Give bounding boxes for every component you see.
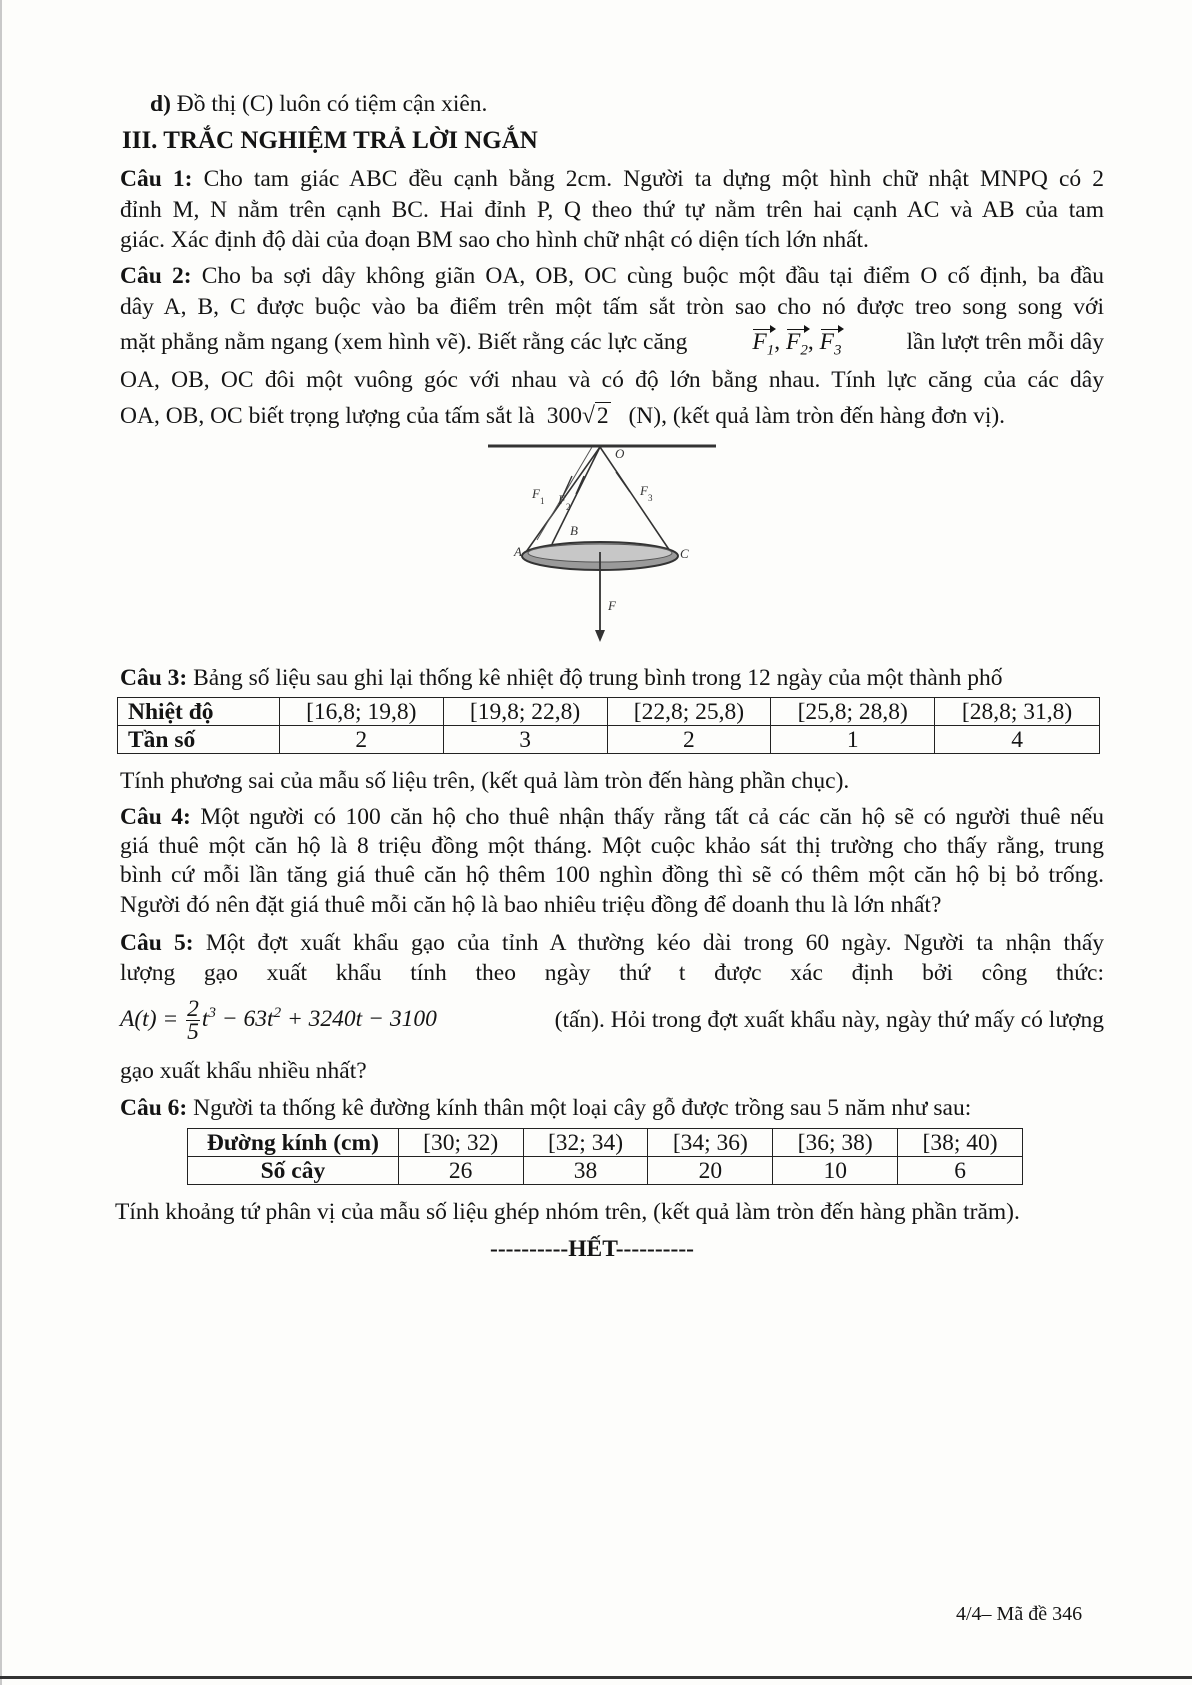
table-cell: 2 (607, 726, 771, 754)
label-f3-sub: 3 (648, 493, 653, 503)
q4-label: Câu 4: (120, 804, 191, 830)
table-cell: [28,8; 31,8) (935, 698, 1100, 726)
section-title: III. TRẮC NGHIỆM TRẢ LỜI NGẮN (122, 127, 538, 154)
table-cell: 2 (279, 726, 443, 754)
label-b: B (570, 523, 578, 538)
table-cell: 26 (398, 1157, 523, 1185)
temperature-header: Nhiệt độ (118, 698, 280, 726)
q6-text: Câu 6: Người ta thống kê đường kính thân một loại cây gỗ được trồng sau 5 năm như sau: (120, 1095, 972, 1121)
table-cell: 6 (898, 1157, 1023, 1185)
table-cell: 38 (523, 1157, 648, 1185)
force-vectors: $F_1$, $F_2$, $F_3$ (752, 328, 841, 365)
q1-line-2: đỉnh M, N nằm trên cạnh BC. Hai đỉnh P, Q theo thứ tự nằm trên hai cạnh AC và AB của tam (120, 197, 1104, 223)
q2-line-5: OA, OB, OC biết trọng lượng của tấm sắt là 300√2 (N), (kết quả làm tròn đến hàng đơn vị). (120, 403, 1006, 429)
table-cell: 1 (771, 726, 935, 754)
export-formula: A(t) = $\frac{2}{5}$ $t^3 - 63t^2 + 3240t - 3100$ (120, 995, 437, 1045)
q2-label: Câu 2: (120, 263, 192, 289)
q1-line-1: Câu 1: Cho tam giác ABC đều cạnh bằng 2cm. Người ta dựng một hình chữ nhật MNPQ có 2 (120, 166, 1105, 192)
table-cell: [36; 38) (773, 1129, 898, 1157)
tree-count-header: Số cây (188, 1157, 399, 1185)
label-o: O (615, 446, 625, 461)
table-cell: [38; 40) (898, 1129, 1023, 1157)
table-cell: [22,8; 25,8) (607, 698, 771, 726)
label-c: C (680, 546, 689, 561)
q6-label: Câu 6: (120, 1095, 188, 1121)
q5-line-2: lượng gạo xuất khẩu tính theo ngày thứ t được xác định bởi công thức: (120, 960, 1104, 986)
hanging-disc-figure (480, 440, 720, 650)
table-cell: 20 (648, 1157, 773, 1185)
table-row (118, 698, 1100, 726)
frequency-header: Tần số (118, 726, 280, 754)
table-cell: [34; 36) (648, 1129, 773, 1157)
q4-line-4: Người đó nên đặt giá thuê mỗi căn hộ là bao nhiêu triệu đồng để doanh thu là lớn nhất? (120, 892, 942, 918)
weight-value: 300√2 (546, 403, 609, 429)
q3-label: Câu 3: (120, 665, 188, 691)
table-cell: [16,8; 19,8) (279, 698, 443, 726)
q2-line-3: mặt phẳng nằm ngang (xem hình vẽ). Biết rằng các lực căng $F_1$, $F_2$, $F_3$ lần lượt trên mỗi dây (120, 328, 1104, 365)
temperature-table (117, 697, 1100, 754)
table-cell: [25,8; 28,8) (771, 698, 935, 726)
page-footer: 4/4– Mã đề 346 (956, 1603, 1083, 1625)
q4-line-3: bình cứ mỗi lần tăng giá thuê căn hộ thêm 100 nghìn đồng thì sẽ có thêm một căn hộ bị bỏ trống. (120, 862, 1104, 888)
label-a: A (514, 544, 522, 559)
q3-after: Tính phương sai của mẫu số liệu trên, (kết quả làm tròn đến hàng phần chục). (120, 768, 850, 794)
q1-label: Câu 1: (120, 166, 193, 192)
scan-edge (0, 0, 2, 1685)
rope-oc (600, 447, 672, 554)
label-f2: F (558, 492, 566, 507)
q2-line-2: dây A, B, C được buộc vào ba điểm trên một tấm sắt tròn sao cho nó được treo song song với (120, 294, 1104, 320)
q4-line-2: giá thuê một căn hộ là 8 triệu đồng một tháng. Một cuộc khảo sát thị trường cho thấy rằng, trung (120, 833, 1104, 859)
table-row (188, 1157, 1023, 1185)
arrow-f3 (616, 472, 630, 492)
q3-text: Câu 3: Bảng số liệu sau ghi lại thống kê nhiệt độ trung bình trong 12 ngày của một thành phố (120, 665, 1003, 691)
option-d: d) Đồ thị (C) luôn có tiệm cận xiên. (150, 91, 488, 117)
q5-label: Câu 5: (120, 930, 194, 956)
label-f2-sub: 2 (566, 502, 571, 512)
end-mark: ----------HẾT---------- (490, 1236, 694, 1262)
table-cell: [19,8; 22,8) (443, 698, 607, 726)
table-cell: [32; 34) (523, 1129, 648, 1157)
label-f: F (608, 598, 616, 613)
q5-line-4: gạo xuất khẩu nhiều nhất? (120, 1058, 367, 1084)
q6-after: Tính khoảng tứ phân vị của mẫu số liệu ghép nhóm trên, (kết quả làm tròn đến hàng phần trăm). (115, 1199, 1020, 1225)
diameter-table (187, 1128, 1023, 1185)
q2-line-4: OA, OB, OC đôi một vuông góc với nhau và có độ lớn bằng nhau. Tính lực căng của các dây (120, 367, 1104, 393)
q2-line-1: Câu 2: Cho ba sợi dây không giãn OA, OB, OC cùng buộc một đầu tại điểm O cố định, ba đầu (120, 263, 1105, 289)
table-row (118, 726, 1100, 754)
table-cell: 10 (773, 1157, 898, 1185)
q1-line-3: giác. Xác định độ dài của đoạn BM sao cho hình chữ nhật có diện tích lớn nhất. (120, 227, 869, 253)
label-f1: F (532, 486, 540, 501)
table-row (188, 1129, 1023, 1157)
bottom-rule (0, 1676, 1192, 1679)
label-f1-sub: 1 (540, 496, 545, 506)
q5-line-3: A(t) = $\frac{2}{5}$ $t^3 - 63t^2 + 3240t - 3100$ (tấn). Hỏi trong đợt xuất khẩu này, ngày thứ mấy có lượng (120, 995, 1104, 1045)
q4-line-1: Câu 4: Một người có 100 căn hộ cho thuê nhận thấy rằng tất cả các căn hộ sẽ có người thuê nếu (120, 804, 1104, 830)
diameter-header: Đường kính (cm) (188, 1129, 399, 1157)
q5-line-1: Câu 5: Một đợt xuất khẩu gạo của tỉnh A thường kéo dài trong 60 ngày. Người ta nhận thấy (120, 930, 1104, 956)
weight-arrowhead (595, 630, 605, 642)
label-f3: F (640, 483, 648, 498)
table-cell: 3 (443, 726, 607, 754)
table-cell: [30; 32) (398, 1129, 523, 1157)
table-cell: 4 (935, 726, 1100, 754)
